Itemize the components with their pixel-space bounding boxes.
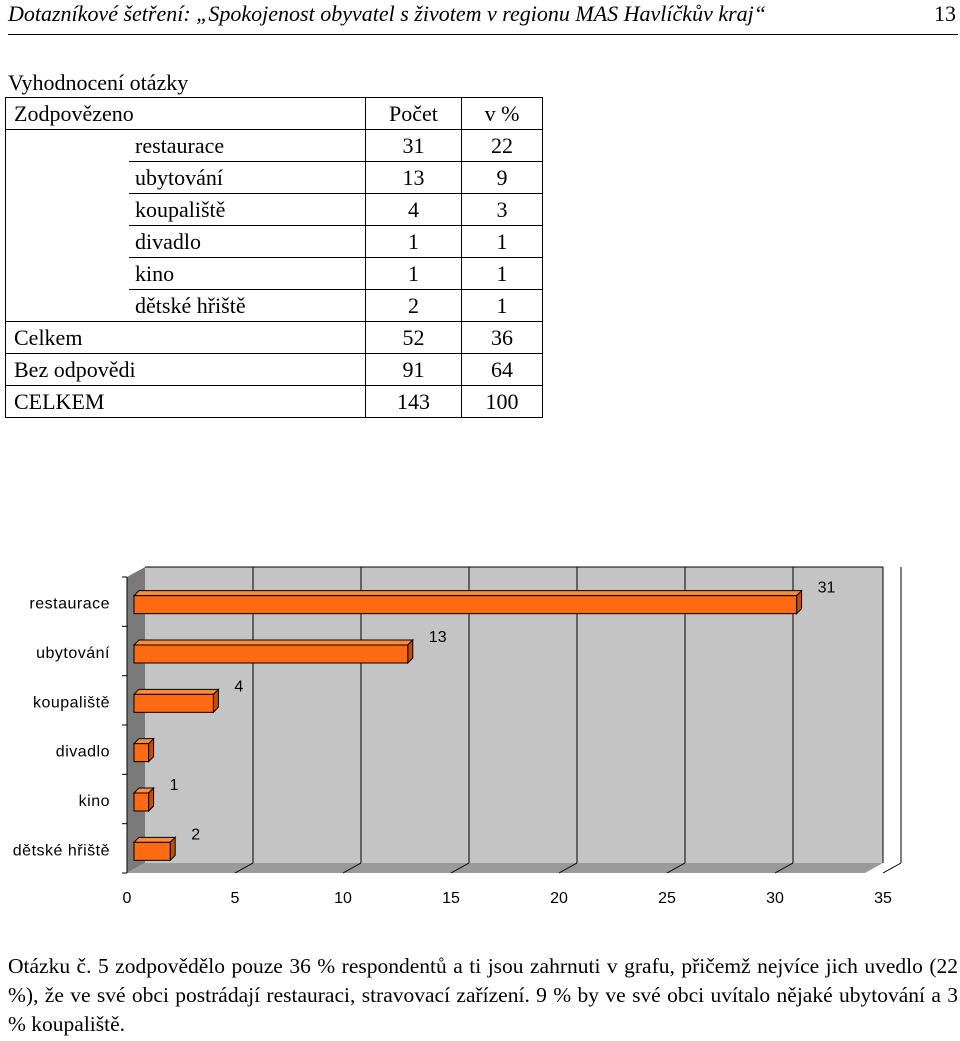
bar-top — [134, 837, 175, 842]
data-label: 2 — [191, 826, 201, 844]
total-percent: 36 — [462, 322, 543, 354]
total-count: 91 — [366, 354, 462, 386]
row-count: 13 — [366, 162, 462, 194]
data-label: 13 — [428, 629, 447, 646]
row-label: divadlo — [129, 226, 366, 258]
category-label: ubytování — [36, 645, 110, 662]
category-label: kino — [78, 793, 110, 810]
x-tick-label: 20 — [550, 890, 568, 907]
data-label: 4 — [234, 678, 244, 696]
plot-floor — [127, 863, 883, 873]
table-header-row — [6, 98, 543, 130]
category-label: divadlo — [55, 743, 110, 761]
empty-cell — [6, 130, 130, 162]
row-label: kino — [129, 258, 366, 290]
category-label: dětské hřiště — [12, 842, 110, 860]
empty-cell — [6, 258, 130, 290]
x-tick-label: 10 — [334, 890, 352, 907]
table-row — [6, 130, 543, 162]
row-percent: 1 — [462, 226, 543, 258]
section-title: Vyhodnocení otázky — [8, 70, 189, 95]
x-tick-label: 30 — [766, 890, 784, 907]
table-row — [6, 194, 543, 226]
row-label: restaurace — [129, 130, 366, 162]
row-percent: 22 — [462, 130, 543, 162]
empty-cell — [6, 194, 130, 226]
bar-top — [134, 591, 802, 596]
total-label: CELKEM — [6, 386, 366, 418]
total-row — [6, 354, 543, 386]
bar — [134, 694, 213, 712]
empty-cell — [6, 162, 130, 194]
total-percent: 64 — [462, 354, 543, 386]
header-answered: Zodpovězeno — [6, 98, 366, 130]
document-title: Dotazníkové šetření: „Spokojenost obyvatel s životem v regionu MAS Havlíčkův kraj“ — [8, 1, 767, 26]
header-count: Počet — [366, 98, 462, 130]
empty-cell — [6, 226, 130, 258]
table-row — [6, 162, 543, 194]
row-label: dětské hřiště — [129, 290, 366, 322]
table-row — [6, 290, 543, 322]
bar-chart — [0, 560, 960, 920]
x-tick-label: 15 — [442, 890, 460, 907]
bar — [134, 793, 149, 811]
x-tick-label: 35 — [874, 890, 892, 907]
table-row — [6, 226, 543, 258]
bar — [134, 596, 797, 614]
row-count: 2 — [366, 290, 462, 322]
page-number: 13 — [934, 1, 956, 26]
summary-paragraph: Otázku č. 5 zodpovědělo pouze 36 % respondentů a ti jsou zahrnuti v grafu, přičemž nejvíce jich uvedlo (22 %), že ve své obci postrádají restauraci, stravovací zařízení. 9 % by ve své obci uvítalo nějaké ubytování a 3 % koupaliště. — [8, 954, 958, 1036]
row-label: ubytování — [129, 162, 366, 194]
total-label: Bez odpovědi — [6, 354, 366, 386]
total-label: Celkem — [6, 322, 366, 354]
x-tick-label: 5 — [230, 890, 240, 907]
header-percent: v % — [462, 98, 543, 130]
empty-cell — [6, 290, 130, 322]
data-label: 31 — [817, 579, 836, 597]
total-count: 52 — [366, 322, 462, 354]
x-tick-label: 0 — [122, 890, 132, 907]
category-label: koupaliště — [32, 694, 110, 712]
row-percent: 1 — [462, 290, 543, 322]
gridline-floor — [883, 863, 901, 873]
bar-top — [134, 640, 413, 645]
row-count: 1 — [366, 258, 462, 290]
x-tick-label: 25 — [658, 890, 676, 907]
bar — [134, 842, 170, 860]
results-table — [5, 97, 543, 418]
bar — [134, 744, 149, 762]
total-row — [6, 386, 543, 418]
bar — [134, 645, 408, 663]
table-row — [6, 258, 543, 290]
data-label: 1 — [169, 777, 179, 794]
total-row — [6, 322, 543, 354]
row-percent: 9 — [462, 162, 543, 194]
total-percent: 100 — [462, 386, 543, 418]
total-count: 143 — [366, 386, 462, 418]
category-label: restaurace — [29, 595, 110, 613]
row-count: 1 — [366, 226, 462, 258]
row-count: 31 — [366, 130, 462, 162]
row-count: 4 — [366, 194, 462, 226]
row-percent: 1 — [462, 258, 543, 290]
row-percent: 3 — [462, 194, 543, 226]
page-header — [8, 0, 958, 35]
row-label: koupaliště — [129, 194, 366, 226]
bar-top — [134, 689, 218, 694]
